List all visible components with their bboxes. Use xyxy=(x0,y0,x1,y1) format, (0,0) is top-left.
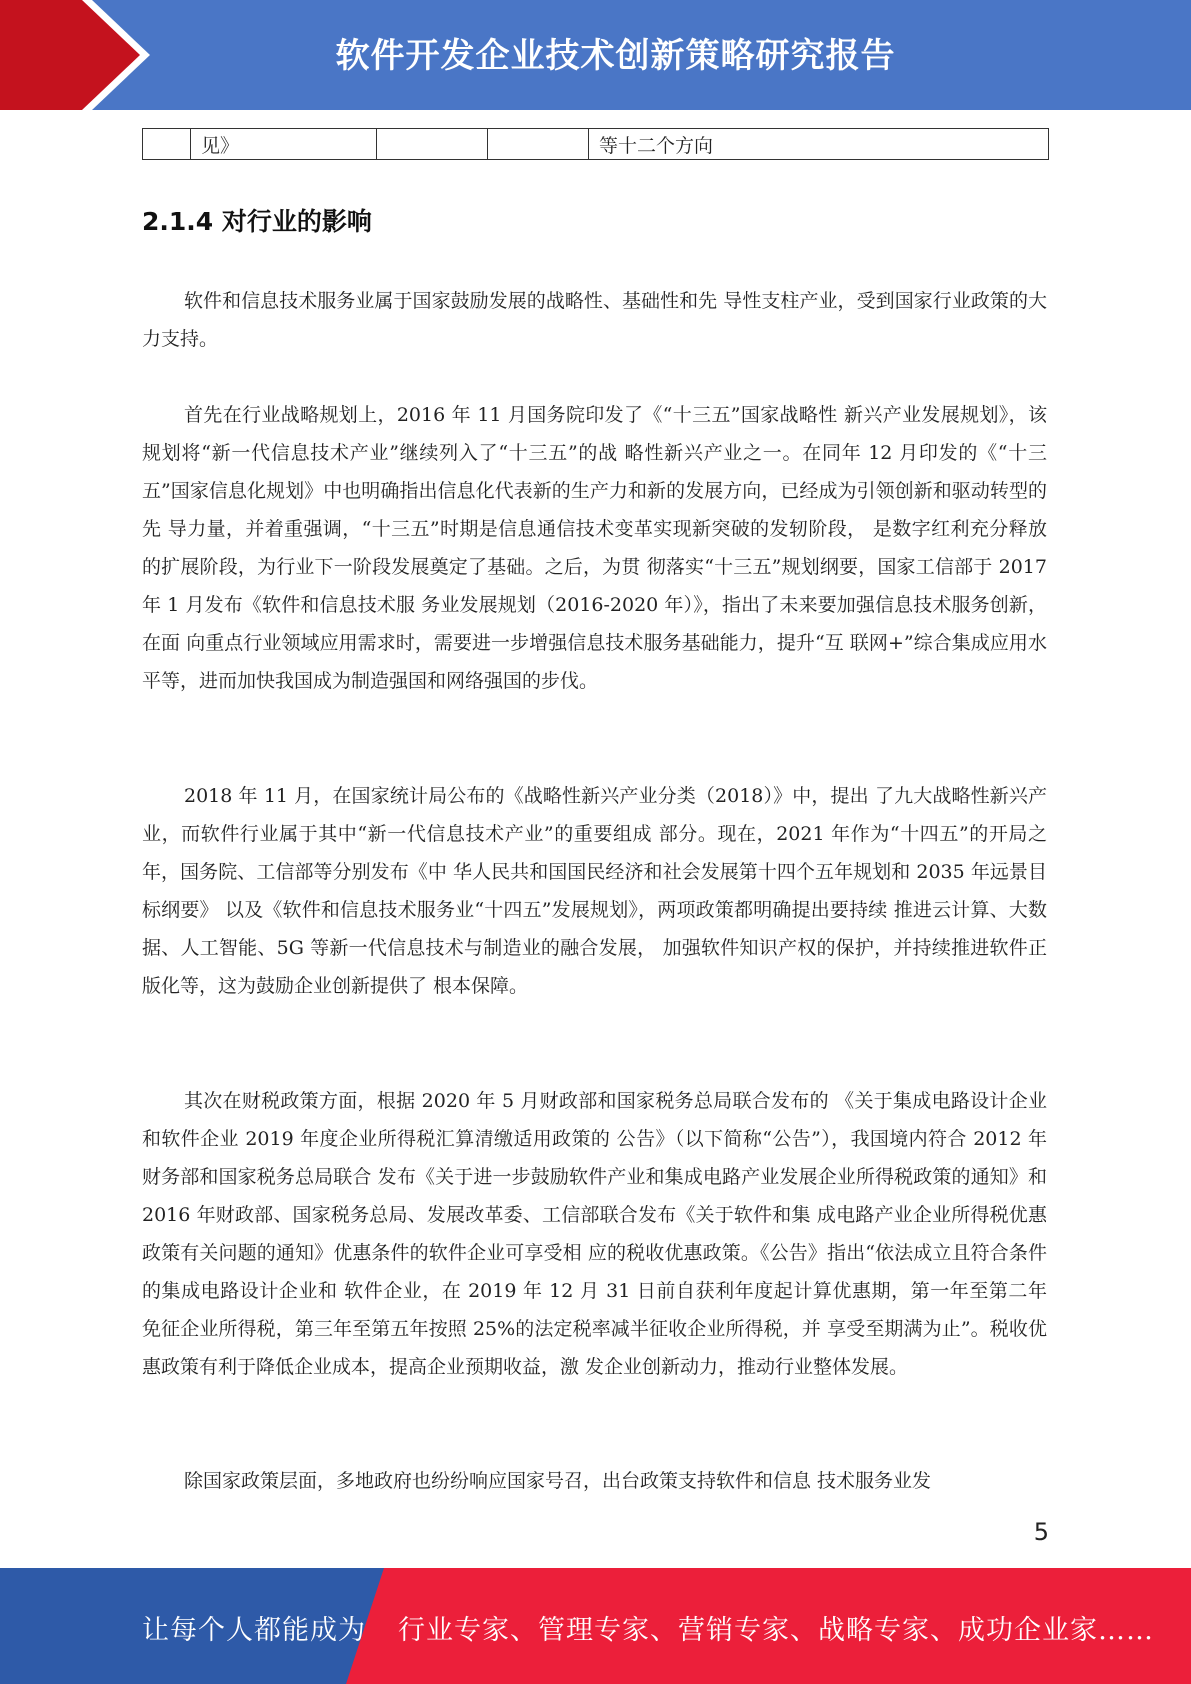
document-title: 软件开发企业技术创新策略研究报告 xyxy=(335,36,896,76)
table-cell: 见》 xyxy=(191,129,377,160)
paragraph: 首先在行业战略规划上，2016 年 11 月国务院印发了《“十三五”国家战略性 新兴产业发展规划》，该规划将“新一代信息技术产业”继续列入了“十三五”的战 略性新兴产业之一。在同年 12 月印发的《“十三五”国家信息化规划》中也明确指出信息化代表新的生产力和新的发展方向，已经成为引领创新和驱动转型的先 导力量，并着重强调，“十三五”时期是信息通信技术变革实现新突破的发轫阶段， 是数字红利充分释放的扩展阶段，为行业下一阶段发展奠定了基础。之后，为贯 彻落实“十三五”规划纲要，国家工信部于 2017 年 1 月发布《软件和信息技术服 务业发展规划（2016-2020 年）》，指出了未来要加强信息技术服务创新，在面 向重点行业领域应用需求时，需要进一步增强信息技术服务基础能力，提升“互 联网+”综合集成应用水平等，进而加快我国成为制造强国和网络强国的步伐。 xyxy=(142,404,1047,692)
footer-slogan-right: 行业专家、管理专家、营销专家、战略专家、成功企业家…… xyxy=(398,1615,1154,1646)
table-cell xyxy=(377,129,488,160)
table-cell xyxy=(143,129,191,160)
table-cell xyxy=(488,129,589,160)
table-row xyxy=(143,129,1049,160)
page-footer xyxy=(0,1568,1191,1684)
table-fragment xyxy=(142,128,1049,160)
paragraph: 除国家政策层面，多地政府也纷纷响应国家号召，出台政策支持软件和信息 技术服务业发 xyxy=(184,1470,932,1492)
table-cell: 等十二个方向 xyxy=(589,129,1049,160)
footer-slogan-left: 让每个人都能成为 xyxy=(142,1615,366,1646)
page-number: 5 xyxy=(1033,1518,1049,1546)
paragraph: 2018 年 11 月，在国家统计局公布的《战略性新兴产业分类（2018）》中，提出 了九大战略性新兴产业，而软件行业属于其中“新一代信息技术产业”的重要组成 部分。现在，2021 年作为“十四五”的开局之年，国务院、工信部等分别发布《中 华人民共和国国民经济和社会发展第十四个五年规划和 2035 年远景目标纲要》 以及《软件和信息技术服务业“十四五”发展规划》，两项政策都明确提出要持续 推进云计算、大数据、人工智能、5G 等新一代信息技术与制造业的融合发展， 加强软件知识产权的保护，并持续推进软件正版化等，这为鼓励企业创新提供了 根本保障。 xyxy=(142,785,1047,997)
paragraph: 软件和信息技术服务业属于国家鼓励发展的战略性、基础性和先 导性支柱产业，受到国家行业政策的大力支持。 xyxy=(142,290,1047,350)
page-header xyxy=(0,0,1191,110)
section-heading: 2.1.4 对行业的影响 xyxy=(142,207,372,236)
paragraph: 其次在财税政策方面，根据 2020 年 5 月财政部和国家税务总局联合发布的 《关于集成电路设计企业和软件企业 2019 年度企业所得税汇算清缴适用政策的 公告》（以下简称“公告”），我国境内符合 2012 年财务部和国家税务总局联合 发布《关于进一步鼓励软件产业和集成电路产业发展企业所得税政策的通知》和 2016 年财政部、国家税务总局、发展改革委、工信部联合发布《关于软件和集 成电路产业企业所得税优惠政策有关问题的通知》优惠条件的软件企业可享受相 应的税收优惠政策。《公告》指出“依法成立且符合条件的集成电路设计企业和 软件企业，在 2019 年 12 月 31 日前自获利年度起计算优惠期，第一年至第二年 免征企业所得税，第三年至第五年按照 25%的法定税率减半征收企业所得税，并 享受至期满为止”。税收优惠政策有利于降低企业成本，提高企业预期收益，激 发企业创新动力，推动行业整体发展。 xyxy=(142,1090,1047,1378)
